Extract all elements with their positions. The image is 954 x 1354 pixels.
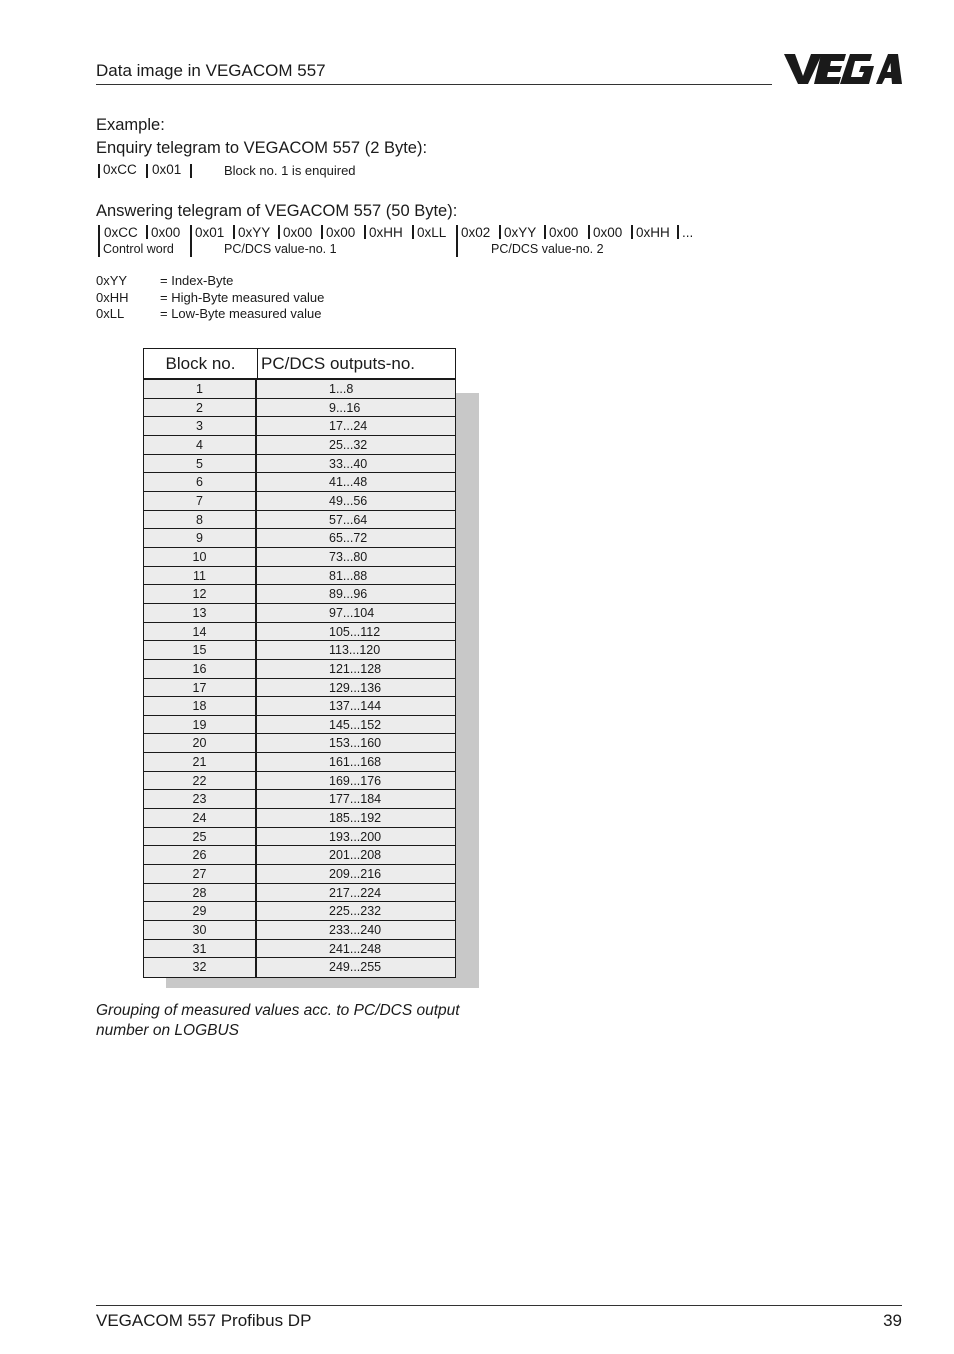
outputs-no-cell: 185...192 [329, 811, 382, 826]
outputs-no-cell: 97...104 [329, 605, 375, 620]
table-row [144, 940, 455, 959]
table-row [144, 511, 455, 530]
table-row [144, 473, 455, 492]
figure-caption: Grouping of measured values acc. to PC/DCS output number on LOGBUS [96, 1002, 460, 1039]
table-row [144, 399, 455, 418]
page-number: 39 [883, 1311, 902, 1330]
block-no-cell: 28 [144, 884, 257, 902]
enquiry-heading: Enquiry telegram to VEGACOM 557 (2 Byte): [96, 139, 428, 157]
byte-divider [588, 225, 590, 239]
block-no-cell: 31 [144, 940, 257, 958]
byte-divider [146, 225, 148, 239]
outputs-no-cell: 17...24 [329, 419, 368, 434]
table-row [144, 828, 455, 847]
block-no-cell: 24 [144, 809, 257, 827]
block-no-cell: 22 [144, 772, 257, 790]
table-row [144, 734, 455, 753]
byte-divider [190, 164, 192, 178]
value2-label: PC/DCS value-no. 2 [491, 242, 604, 256]
answer-byte: 0xYY [504, 224, 537, 240]
block-no-cell: 20 [144, 734, 257, 752]
outputs-no-cell: 161...168 [329, 755, 382, 770]
block-no-cell: 2 [144, 399, 257, 417]
answer-byte: 0xYY [238, 224, 271, 240]
enquiry-byte: 0x01 [152, 162, 182, 177]
block-no-cell: 8 [144, 511, 257, 529]
outputs-no-cell: 89...96 [329, 587, 368, 602]
outputs-no-cell: 25...32 [329, 437, 368, 452]
byte-divider [544, 225, 546, 239]
table-row [144, 921, 455, 940]
outputs-no-cell: 153...160 [329, 736, 382, 751]
answer-byte: 0xLL [417, 224, 447, 240]
legend-item [96, 290, 324, 305]
byte-divider [98, 164, 100, 178]
table-row [144, 902, 455, 921]
outputs-no-cell: 145...152 [329, 717, 382, 732]
header-outputs-no: PC/DCS outputs-no. [261, 353, 416, 373]
outputs-no-cell: 105...112 [329, 624, 381, 639]
answer-byte: 0x02 [461, 224, 491, 240]
block-no-cell: 32 [144, 958, 257, 977]
table-row [144, 753, 455, 772]
table-row [144, 884, 455, 903]
block-no-cell: 15 [144, 641, 257, 659]
block-no-cell: 16 [144, 660, 257, 678]
outputs-no-cell: 33...40 [329, 456, 368, 471]
block-no-cell: 11 [144, 567, 257, 585]
block-no-cell: 10 [144, 548, 257, 566]
byte-divider [321, 225, 323, 239]
outputs-no-cell: 225...232 [329, 904, 382, 919]
outputs-no-cell: 73...80 [329, 549, 368, 564]
table-row [144, 417, 455, 436]
answer-byte: 0x00 [283, 224, 313, 240]
answer-heading: Answering telegram of VEGACOM 557 (50 Byte): [96, 202, 458, 220]
byte-divider [499, 225, 501, 239]
byte-divider [412, 225, 414, 239]
table-row [144, 660, 455, 679]
example-label: Example: [96, 116, 165, 134]
table-row [144, 958, 455, 977]
outputs-no-cell: 169...176 [329, 773, 382, 788]
table-row [144, 809, 455, 828]
table-row [144, 865, 455, 884]
table-row [144, 604, 455, 623]
legend-item [96, 306, 322, 321]
legend-key: 0xYY [96, 273, 128, 288]
outputs-no-cell: 113...120 [329, 643, 381, 658]
control-word-label: Control word [103, 242, 174, 256]
byte-divider [190, 225, 192, 257]
table-row [144, 492, 455, 511]
block-no-cell: 5 [144, 455, 257, 473]
legend-desc: = High-Byte measured value [160, 290, 325, 305]
byte-divider [631, 225, 633, 239]
outputs-no-cell: 121...128 [329, 661, 382, 676]
block-no-cell: 30 [144, 921, 257, 939]
answer-byte: 0x01 [195, 224, 225, 240]
footer-title: VEGACOM 557 Profibus DP [96, 1311, 312, 1330]
vega-logo [784, 52, 902, 86]
block-no-cell: 6 [144, 473, 257, 491]
table-body [143, 379, 456, 978]
table-header [143, 348, 456, 379]
block-no-cell: 23 [144, 790, 257, 808]
answer-byte: ... [682, 224, 694, 240]
outputs-no-cell: 209...216 [329, 867, 382, 882]
block-no-cell: 7 [144, 492, 257, 510]
byte-divider [677, 225, 679, 239]
byte-divider [233, 225, 235, 239]
table-row [144, 436, 455, 455]
table-row [144, 716, 455, 735]
table-row [144, 641, 455, 660]
block-no-cell: 13 [144, 604, 257, 622]
header-block-no: Block no. [144, 349, 258, 378]
table-row [144, 697, 455, 716]
outputs-no-cell: 65...72 [329, 531, 368, 546]
answer-byte: 0xHH [636, 224, 670, 240]
table-row [144, 585, 455, 604]
table-row [144, 790, 455, 809]
outputs-no-cell: 137...144 [329, 699, 382, 714]
block-no-cell: 4 [144, 436, 257, 454]
answer-byte: 0x00 [593, 224, 623, 240]
table-row [144, 380, 455, 399]
block-no-cell: 19 [144, 716, 257, 734]
byte-divider [98, 225, 100, 257]
block-no-cell: 26 [144, 846, 257, 864]
table-row [144, 623, 455, 642]
outputs-no-cell: 249...255 [329, 960, 382, 975]
table-row [144, 529, 455, 548]
outputs-no-cell: 1...8 [329, 382, 354, 396]
outputs-no-cell: 217...224 [329, 885, 382, 900]
block-no-cell: 29 [144, 902, 257, 920]
answer-byte: 0x00 [151, 224, 181, 240]
outputs-no-cell: 41...48 [329, 475, 368, 490]
block-no-cell: 1 [144, 380, 257, 398]
legend-desc: = Index-Byte [160, 273, 234, 288]
outputs-no-cell: 57...64 [329, 512, 368, 527]
enquiry-note: Block no. 1 is enquired [224, 163, 356, 178]
outputs-no-cell: 177...184 [329, 792, 382, 807]
block-no-cell: 9 [144, 529, 257, 547]
byte-divider [278, 225, 280, 239]
header-rule [96, 84, 772, 85]
outputs-no-cell: 9...16 [329, 400, 361, 415]
outputs-no-cell: 129...136 [329, 680, 382, 695]
legend-item [96, 273, 233, 288]
block-no-cell: 12 [144, 585, 257, 603]
byte-divider [146, 164, 148, 178]
legend-key: 0xHH [96, 290, 129, 305]
byte-divider [364, 225, 366, 239]
legend-desc: = Low-Byte measured value [160, 306, 322, 321]
legend-key: 0xLL [96, 306, 125, 321]
enquiry-byte: 0xCC [103, 162, 137, 177]
answer-byte: 0xHH [369, 224, 403, 240]
page-header-title: Data image in VEGACOM 557 [96, 61, 326, 80]
answer-byte: 0x00 [549, 224, 579, 240]
outputs-no-cell: 241...248 [329, 941, 382, 956]
outputs-no-cell: 201...208 [329, 848, 382, 863]
block-no-cell: 21 [144, 753, 257, 771]
table-row [144, 567, 455, 586]
block-no-cell: 27 [144, 865, 257, 883]
table-row [144, 846, 455, 865]
table-row [144, 772, 455, 791]
table-row [144, 455, 455, 474]
value1-label: PC/DCS value-no. 1 [224, 242, 337, 256]
outputs-no-cell: 233...240 [329, 923, 382, 938]
table-row [144, 548, 455, 567]
outputs-no-cell: 193...200 [329, 829, 382, 844]
block-no-cell: 25 [144, 828, 257, 846]
block-no-cell: 14 [144, 623, 257, 641]
outputs-no-cell: 49...56 [329, 493, 368, 508]
block-no-cell: 17 [144, 679, 257, 697]
answer-byte: 0x00 [326, 224, 356, 240]
block-no-cell: 3 [144, 417, 257, 435]
byte-divider [456, 225, 458, 257]
outputs-no-cell: 81...88 [329, 568, 368, 583]
footer-rule [96, 1305, 902, 1306]
table-row [144, 679, 455, 698]
answer-byte: 0xCC [104, 224, 138, 240]
block-no-cell: 18 [144, 697, 257, 715]
